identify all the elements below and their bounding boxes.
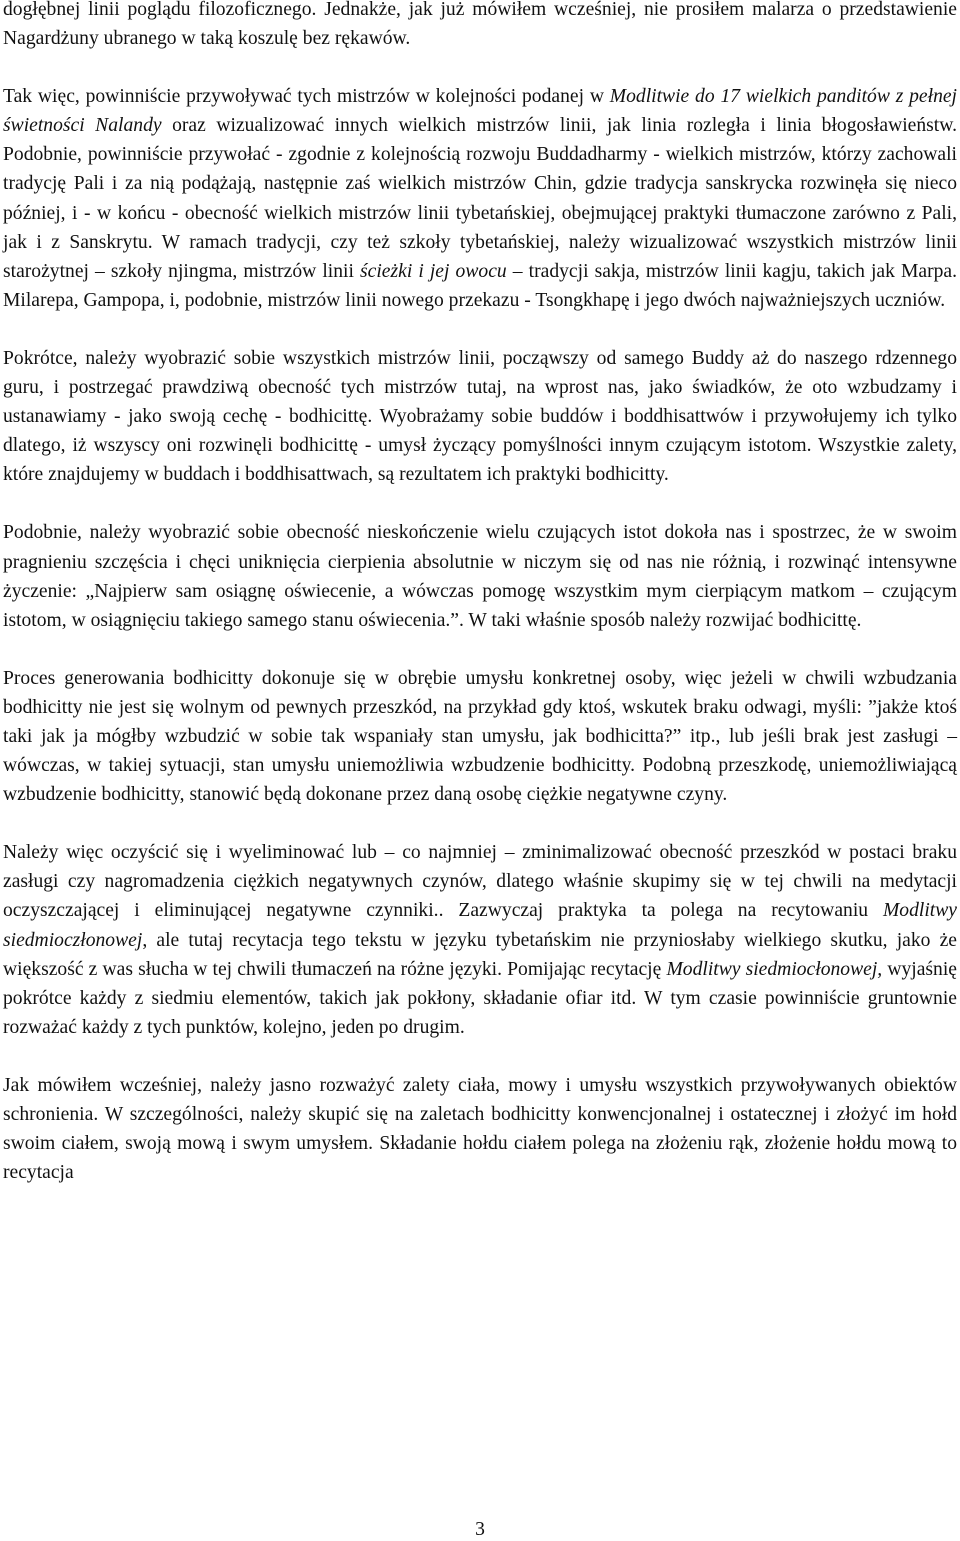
paragraph: [3, 838, 957, 1042]
paragraph-text: dogłębnej linii poglądu filozoficznego. Jednakże, jak już mówiłem wcześniej, nie prosiłem malarza o przedstawienie Nagardżuny ubranego w taką koszulę bez rękawów.: [3, 0, 957, 50]
paragraph-text: oraz wizualizować innych wielkich mistrzów linii, jak linia rozległa i linia błogosławieństw. Podobnie, powinniście przywołać - zgodnie z kolejnością rozwoju Buddadharmy - wielkich mistrzów, którzy zachowali tradycję Pali i za nią podążają, następnie zaś wielkich mistrzów Chin, gdzie tradycja sanskrycka rozwinęła się nieco później, i - w końcu - obecność wielkich mistrzów linii tybetańskiej, obejmującej praktyki tłumaczone zarówno z Pali, jak i z Sanskrytu. W ramach tradycji, czy też szkoły tybetańskiej, należy wizualizować wszystkich mistrzów linii starożytnej – szkoły njingma, mistrzów linii: [3, 115, 957, 282]
paragraph-text: Podobnie, należy wyobrazić sobie obecność nieskończenie wielu czujących istot dokoła nas i spostrzec, że w swoim pragnieniu szczęścia i chęci uniknięcia cierpienia absolutnie w niczym się od nas nie różnią, i rozwinąć intensywne życzenie: „Najpierw sam osiągnę oświecenie, a wówczas pomogę wszystkim mym cierpiącym matkom – czującym istotom, w osiągnięciu takiego samego stanu oświecenia.”. W taki właśnie sposób należy rozwijać bodhicittę.: [3, 522, 957, 631]
document-body: [3, 0, 957, 1187]
paragraph-text: Proces generowania bodhicitty dokonuje się w obrębie umysłu konkretnej osoby, więc jeżeli w chwili wzbudzania bodhicitty nie jest się wolnym od pewnych przeszkód, na przykład gdy ktoś, wskutek braku odwagi, myśli: ”jakże ktoś taki jak ja mógłby wzbudzić w sobie tak wspaniały stan umysłu, jak bodhicitta?” itp., lub jeśli brak jest zasługi – wówczas, w takiej sytuacji, stan umysłu uniemożliwia wzbudzenie bodhicitty. Podobną przeszkodę, uniemożliwiającą wzbudzenie bodhicitty, stanowić będą dokonane przez daną osobę ciężkie negatywne czyny.: [3, 667, 957, 806]
italic-title-text: Modlitwy siedmioczłonowej: [3, 900, 957, 951]
paragraph: [3, 82, 957, 315]
paragraph-text: – tradycji sakja, mistrzów linii kagju, takich jak Marpa. Milarepa, Gampopa, i, podobnie, mistrzów linii nowego przekazu - Tsongkhapę i jego dwóch najważniejszych uczniów.: [3, 260, 958, 311]
paragraph: [3, 664, 957, 809]
paragraph: [3, 1071, 957, 1187]
paragraph: [3, 0, 957, 53]
paragraph-text: Tak więc, powinniście przywoływać tych mistrzów w kolejności podanej w: [3, 86, 610, 108]
paragraph-text: Jak mówiłem wcześniej, należy jasno rozważyć zalety ciała, mowy i umysłu wszystkich przywoływanych obiektów schronienia. W szczególności, należy skupić się na zaletach bodhicitty konwencjonalnej i ostatecznej i złożyć im hołd swoim ciałem, swoją mową i swym umysłem. Składanie hołdu ciałem polega na złożeniu rąk, złożenie hołdu mową to recytacja: [3, 1074, 957, 1184]
italic-title-text: Modlitwy siedmiocłonowej,: [666, 958, 883, 980]
paragraph-text: Pokrótce, należy wyobrazić sobie wszystkich mistrzów linii, począwszy od samego Buddy aż do naszego rdzennego guru, i postrzegać prawdziwą obecność tych mistrzów tutaj, na wprost nas, jako świadków, że oto wzbudzamy i ustanawiamy - jako swoją cechę - bodhicittę. Wyobrażamy sobie buddów i boddhisattwów i przywołujemy ich tylko dlatego, iż wszyscy oni rozwinęli bodhicittę - umysł życzący pomyślności innym czującym istotom. Wszystkie zalety, które znajdujemy w buddach i boddhisattwach, są rezultatem ich praktyki bodhicitty.: [3, 347, 957, 486]
italic-title-text: Modlitwie do 17 wielkich panditów z pełnej świetności Nalandy: [3, 86, 958, 137]
paragraph-text: , ale tutaj recytacja tego tekstu w języku tybetańskim nie przyniosłaby wielkiego skutku, jako że większość z was słucha w tej chwili tłumaczeń na różne języki. Pomijając recytację: [3, 929, 957, 980]
paragraph: [3, 344, 957, 489]
paragraph-text: wyjaśnię pokrótce każdy z siedmiu elementów, takich jak pokłony, składanie ofiar itd. W tym czasie powinniście gruntownie rozważać każdy z tych punktów, kolejno, jeden po drugim.: [3, 958, 957, 1038]
italic-title-text: ścieżki i jej owocu: [360, 260, 507, 282]
paragraph-text: Należy więc oczyścić się i wyeliminować lub – co najmniej – zminimalizować obecność przeszkód w postaci braku zasługi czy nagromadzenia ciężkich negatywnych czynów, dlatego właśnie skupimy się w tej chwili na medytacji oczyszczającej i eliminującej negatywne czynniki.. Zazwyczaj praktyka ta polega na recytowaniu: [3, 842, 957, 922]
paragraph: [3, 518, 957, 634]
page-number: 3: [475, 1519, 485, 1540]
